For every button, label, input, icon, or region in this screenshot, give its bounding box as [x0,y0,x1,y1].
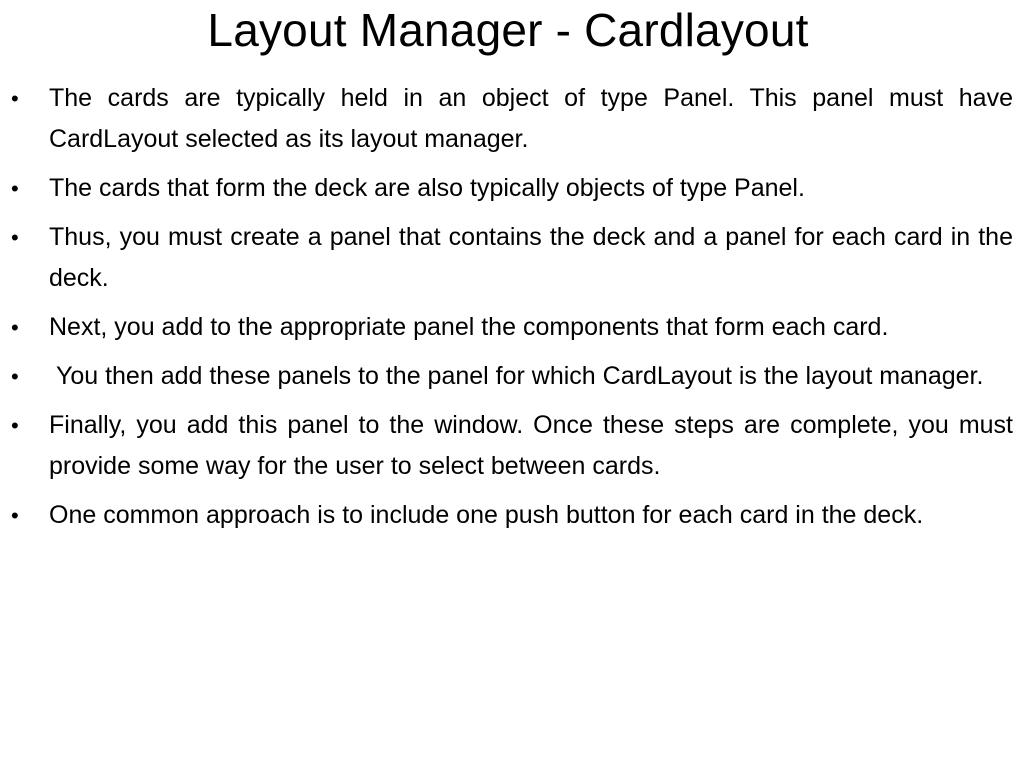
bullet-item [0,168,1024,209]
bullet-item [0,405,1024,487]
bullet-text: The cards that form the deck are also typically objects of type Panel. [49,174,805,202]
bullet-item [0,495,1024,536]
bullet-item [0,356,1024,397]
bullet-dot-icon: • [11,176,19,201]
bullet-dot-icon: • [11,315,19,340]
bullet-dot-icon: • [11,225,19,250]
bullet-item [0,78,1024,160]
bullet-text: You then add these panels to the panel for which CardLayout is the layout manager. [49,362,984,390]
bullet-dot-icon: • [11,413,19,438]
bullet-dot-icon: • [11,86,19,111]
bullet-item [0,307,1024,348]
bullet-text: The cards are typically held in an object of type Panel. This panel must have CardLayout selected as its layout manager. [49,84,1013,153]
bullet-text: Thus, you must create a panel that contains the deck and a panel for each card in the deck. [49,223,1013,292]
slide-title: Layout Manager - Cardlayout [207,4,809,56]
bullet-list [0,78,1024,544]
bullet-text: Next, you add to the appropriate panel the components that form each card. [49,313,889,341]
bullet-item [0,217,1024,299]
bullet-text: Finally, you add this panel to the window. Once these steps are complete, you must provide some way for the user to select between cards. [49,411,1013,480]
bullet-text: One common approach is to include one push button for each card in the deck. [49,501,924,529]
bullet-dot-icon: • [11,364,19,389]
bullet-dot-icon: • [11,503,19,528]
